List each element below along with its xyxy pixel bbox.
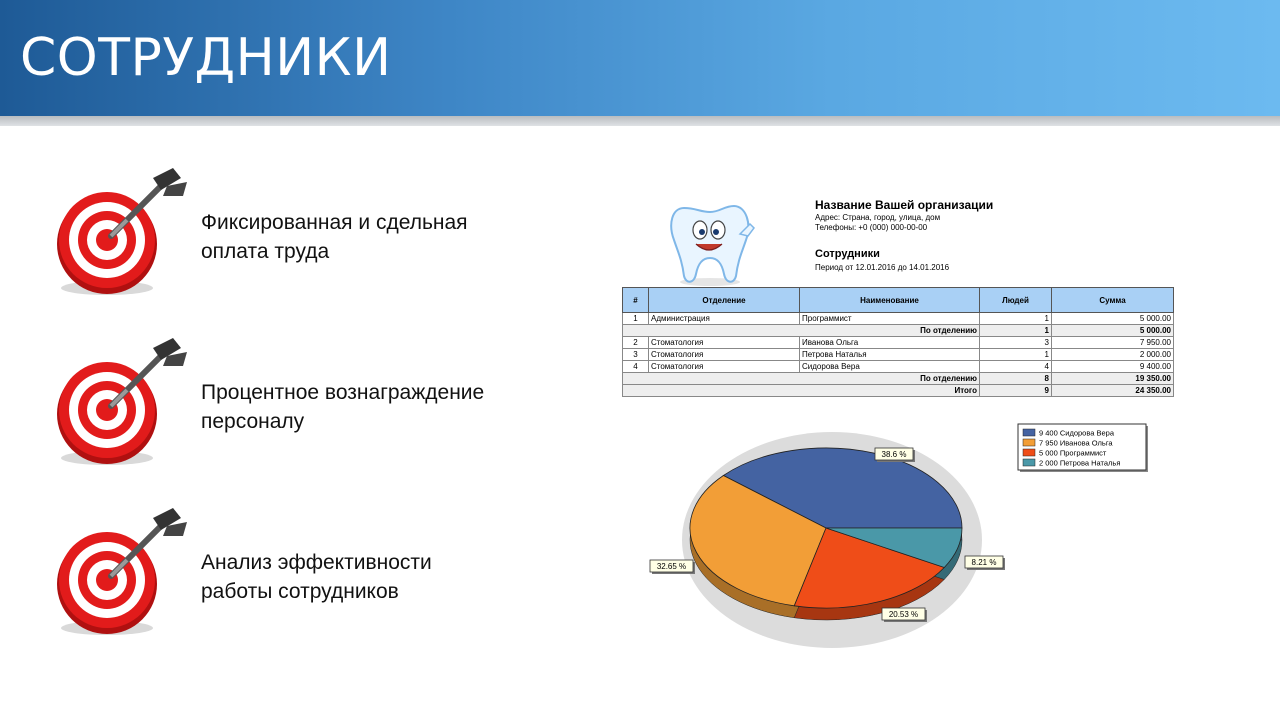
cell-people: 4: [980, 361, 1052, 373]
bullet-item-3: [55, 508, 575, 638]
org-address: Адрес: Страна, город, улица, дом: [815, 213, 941, 222]
cell-people: 1: [980, 325, 1052, 337]
cell-dept: Стоматология: [649, 361, 800, 373]
org-name: Название Вашей организации: [815, 198, 994, 212]
cell-total-label: Итого: [623, 385, 980, 397]
cell-name: Программист: [800, 313, 980, 325]
legend-swatch: [1023, 429, 1035, 436]
cell-num: 1: [623, 313, 649, 325]
bullet-line: работы сотрудников: [201, 580, 399, 603]
org-phone: Телефоны: +0 (000) 000-00-00: [815, 223, 928, 232]
table-subtotal-row: [623, 325, 1174, 337]
cell-num: 3: [623, 349, 649, 361]
report-title: Сотрудники: [815, 248, 880, 260]
page-title: СОТРУДНИКИ: [20, 28, 392, 88]
pie-legend: [1018, 424, 1148, 472]
cell-name: Сидорова Вера: [800, 361, 980, 373]
table-row: [623, 337, 1174, 349]
col-header-sum: Сумма: [1052, 288, 1174, 313]
col-header-name: Наименование: [800, 288, 980, 313]
legend-entry: 9 400 Сидорова Вера: [1039, 428, 1115, 438]
bullet-line: Анализ эффективности: [201, 551, 432, 574]
header-divider: [0, 116, 1280, 126]
bullet-text: [201, 548, 561, 606]
cell-people: 9: [980, 385, 1052, 397]
table-header-row: [623, 288, 1174, 313]
legend-entry: 2 000 Петрова Наталья: [1039, 458, 1121, 468]
table-row: [623, 349, 1174, 361]
cell-people: 1: [980, 313, 1052, 325]
bullet-line: Фиксированная и сдельная: [201, 211, 468, 234]
cell-sum: 5 000.00: [1052, 313, 1174, 325]
cell-name: Петрова Наталья: [800, 349, 980, 361]
bullet-text: [201, 378, 561, 436]
bullet-line: персоналу: [201, 410, 305, 433]
cell-name: Иванова Ольга: [800, 337, 980, 349]
cell-subtotal-label: По отделению: [623, 373, 980, 385]
org-contacts: [815, 213, 940, 233]
pie-percent-label: 8.21 %: [971, 558, 997, 567]
legend-entry: 7 950 Иванова Ольга: [1039, 438, 1113, 448]
legend-swatch: [1023, 459, 1035, 466]
legend-entry: 5 000 Программист: [1039, 448, 1107, 458]
cell-dept: Стоматология: [649, 337, 800, 349]
dart-target-icon: [55, 508, 195, 638]
pie-chart: [620, 410, 1180, 650]
cell-sum: 7 950.00: [1052, 337, 1174, 349]
cell-num: 2: [623, 337, 649, 349]
tooth-mascot-icon: [664, 190, 759, 288]
cell-sum: 19 350.00: [1052, 373, 1174, 385]
legend-swatch: [1023, 449, 1035, 456]
cell-sum: 5 000.00: [1052, 325, 1174, 337]
col-header-people: Людей: [980, 288, 1052, 313]
cell-sum: 2 000.00: [1052, 349, 1174, 361]
table-row: [623, 313, 1174, 325]
cell-sum: 24 350.00: [1052, 385, 1174, 397]
cell-people: 3: [980, 337, 1052, 349]
cell-people: 8: [980, 373, 1052, 385]
report-preview: [620, 190, 1180, 400]
dart-target-icon: [55, 338, 195, 468]
col-header-dept: Отделение: [649, 288, 800, 313]
cell-subtotal-label: По отделению: [623, 325, 980, 337]
pie-slices: [690, 448, 962, 608]
bullet-item-1: [55, 168, 575, 298]
dart-target-icon: [55, 168, 195, 298]
table-subtotal-row: [623, 373, 1174, 385]
report-table: [622, 287, 1174, 397]
pie-percent-label: 32.65 %: [656, 562, 687, 571]
bullet-line: оплата труда: [201, 240, 330, 263]
table-row: [623, 361, 1174, 373]
bullet-line: Процентное вознаграждение: [201, 381, 485, 404]
col-header-num: #: [623, 288, 649, 313]
cell-dept: Администрация: [649, 313, 800, 325]
cell-people: 1: [980, 349, 1052, 361]
cell-dept: Стоматология: [649, 349, 800, 361]
cell-num: 4: [623, 361, 649, 373]
table-total-row: [623, 385, 1174, 397]
report-period: Период от 12.01.2016 до 14.01.2016: [815, 263, 950, 272]
pie-percent-label: 20.53 %: [888, 610, 919, 619]
bullet-item-2: [55, 338, 575, 468]
pie-percent-label: 38.6 %: [881, 450, 907, 459]
legend-swatch: [1023, 439, 1035, 446]
cell-sum: 9 400.00: [1052, 361, 1174, 373]
bullet-text: [201, 208, 561, 266]
